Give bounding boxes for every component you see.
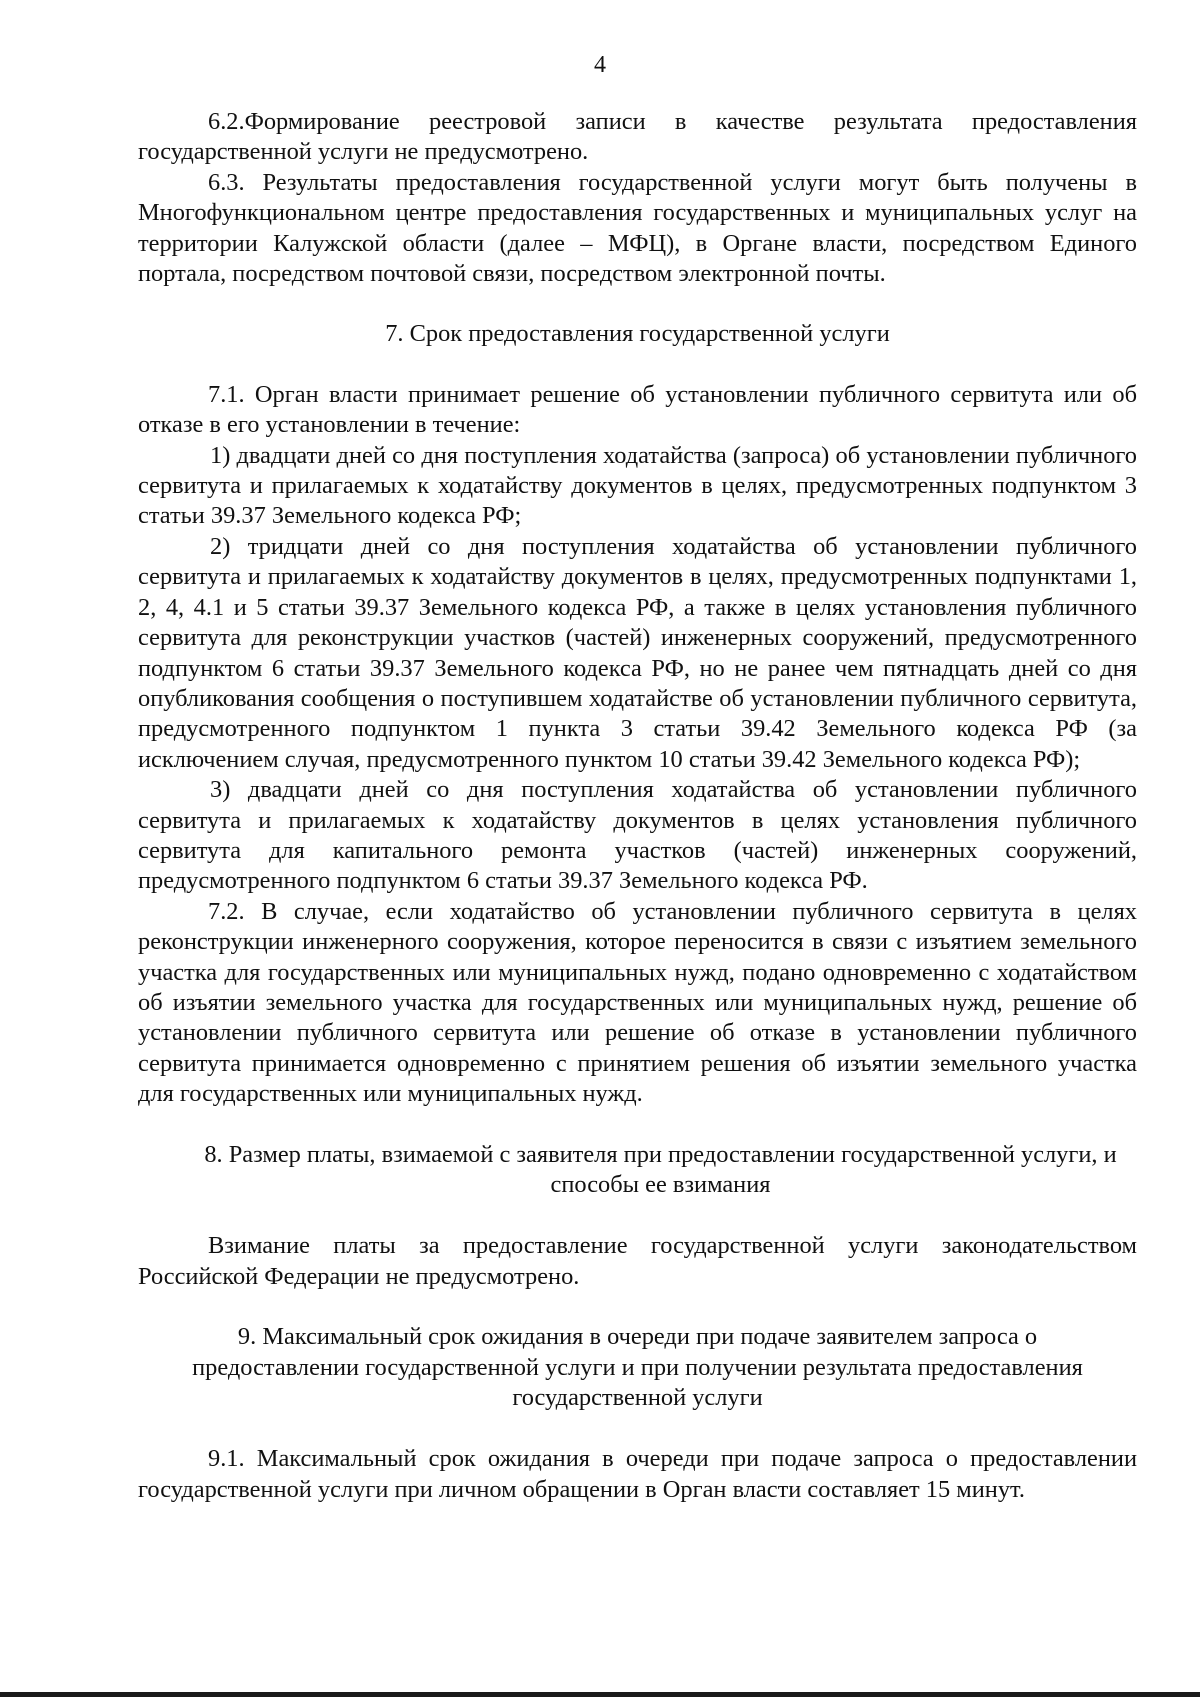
section-heading-9: 9. Максимальный срок ожидания в очереди при подаче заявителем запроса о предоставлении государственной услуги и при получении результата предоставления государственной услуги — [192, 1323, 1083, 1412]
page-bottom-edge — [0, 1692, 1200, 1697]
section-heading-7: 7. Срок предоставления государственной услуги — [385, 320, 890, 348]
page-number: 4 — [594, 52, 606, 78]
list-item-7-1-2: 2) тридцати дней со дня поступления ходатайства об установлении публичного сервитута и прилагаемых к ходатайству документов в целях, предусмотренных подпунктами 1, 2, 4, 4.1 и 5 статьи 39.37 Земельного кодекса РФ, а также в целях установления публичного сервитута для реконструкции участков (частей) инженерных сооружений, предусмотренного подпунктом 6 статьи 39.37 Земельного кодекса РФ, но не ранее чем пятнадцать дней со дня опубликования сообщения о поступившем ходатайстве об установлении публичного сервитута, предусмотренного подпунктом 1 пункта 3 статьи 39.42 Земельного кодекса РФ (за исключением случая, предусмотренного пунктом 10 статьи 39.42 Земельного кодекса РФ); — [138, 532, 1137, 773]
paragraph-8: Взимание платы за предоставление государственной услуги законодательством Российской Федерации не предусмотрено. — [138, 1232, 1137, 1290]
document-body — [138, 107, 1137, 1505]
paragraph-7-1: 7.1. Орган власти принимает решение об установлении публичного сервитута или об отказе в его установлении в течение: — [138, 380, 1137, 439]
paragraph-7-2: 7.2. В случае, если ходатайство об установлении публичного сервитута в целях реконструкции инженерного сооружения, которое переносится в связи с изъятием земельного участка для государственных или муниципальных нужд, подано одновременно с ходатайством об изъятии земельного участка для государственных или муниципальных нужд, решение об установлении публичного сервитута или решение об отказе в установлении публичного сервитута принимается одновременно с принятием решения об изъятии земельного участка для государственных или муниципальных нужд. — [138, 897, 1137, 1108]
paragraph-6-3: 6.3. Результаты предоставления государственной услуги могут быть получены в Многофункциональном центре предоставления государственных и муниципальных услуг на территории Калужской области (далее – МФЦ), в Органе власти, посредством Единого портала, посредством почтовой связи, посредством электронной почты. — [138, 168, 1137, 288]
paragraph-9-1: 9.1. Максимальный срок ожидания в очереди при подаче запроса о предоставлении государственной услуги при личном обращении в Орган власти составляет 15 минут. — [138, 1445, 1137, 1503]
list-item-7-1-1: 1) двадцати дней со дня поступления ходатайства (запроса) об установлении публичного сервитута и прилагаемых к ходатайству документов в целях, предусмотренных подпунктом 3 статьи 39.37 Земельного кодекса РФ; — [138, 441, 1137, 530]
section-heading-8: 8. Размер платы, взимаемой с заявителя при предоставлении государственной услуги, и способы ее взимания — [204, 1140, 1117, 1198]
list-item-7-1-3: 3) двадцати дней со дня поступления ходатайства об установлении публичного сервитута и прилагаемых к ходатайству документов в целях установления публичного сервитута для капитального ремонта участков (частей) инженерных сооружений, предусмотренного подпунктом 6 статьи 39.37 Земельного кодекса РФ. — [138, 776, 1137, 895]
paragraph-6-2: 6.2.Формирование реестровой записи в качестве результата предоставления государственной услуги не предусмотрено. — [138, 108, 1137, 166]
